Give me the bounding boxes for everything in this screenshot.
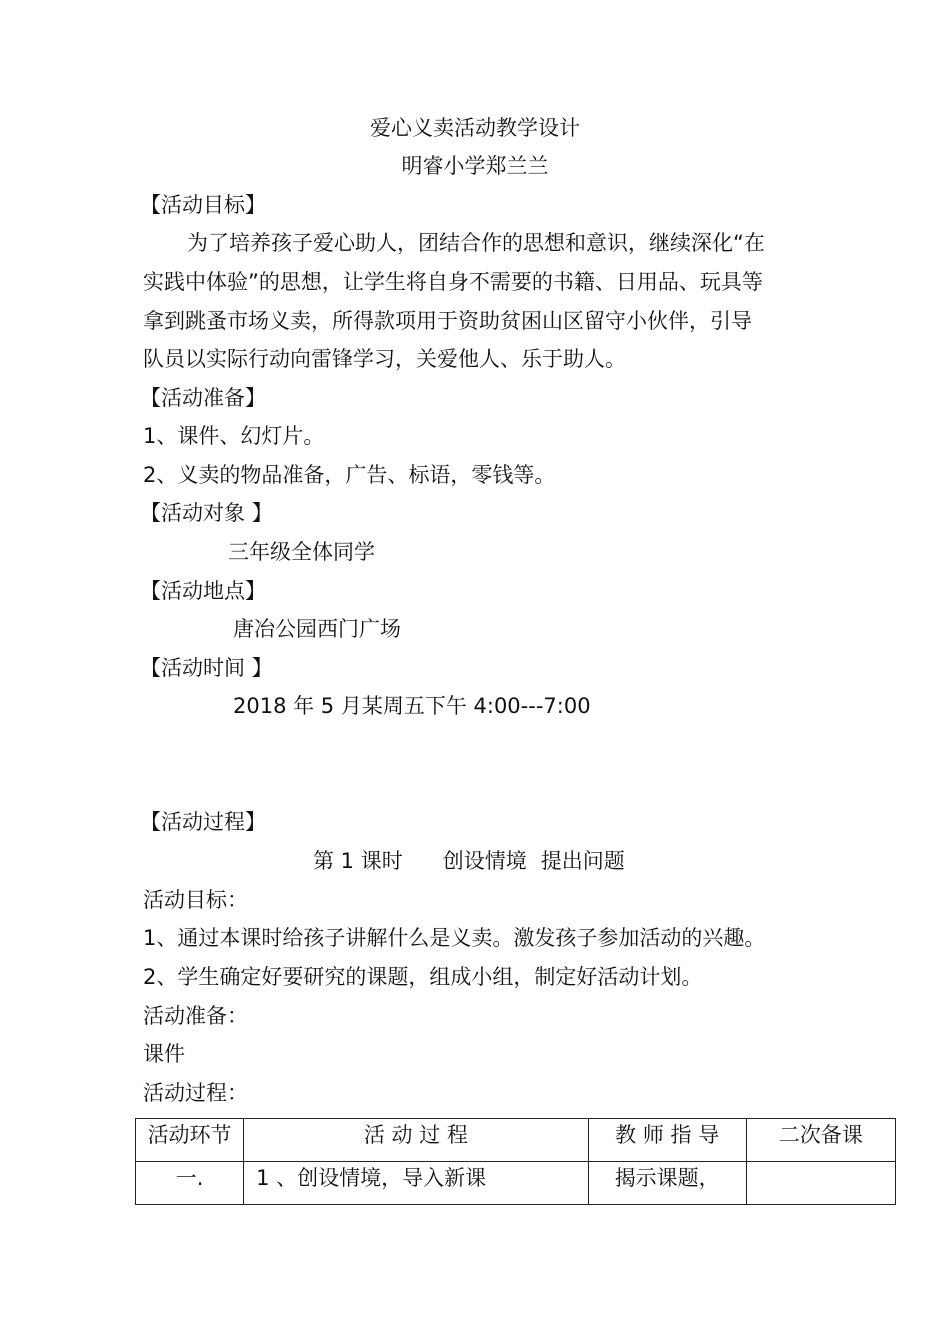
place-heading: 【活动地点】 xyxy=(140,579,266,603)
table-cell: 揭示课题， xyxy=(588,1162,746,1205)
document-title: 爱心义卖活动教学设计 xyxy=(370,116,580,140)
lesson-title xyxy=(313,842,625,880)
table-cell: 1 、创设情境，导入新课 xyxy=(244,1162,588,1205)
goal-heading: 【活动目标】 xyxy=(140,193,266,217)
prep-item: 2、义卖的物品准备，广告、标语，零钱等。 xyxy=(143,463,556,487)
table-header-cell: 活动环节 xyxy=(136,1119,244,1162)
goal-line: 为了培养孩子爱心助人，团结合作的思想和意识，继续深化“在 xyxy=(187,231,765,255)
goal-line: 实践中体验”的思想，让学生将自身不需要的书籍、日用品、玩具等 xyxy=(143,270,763,294)
process-table xyxy=(135,1118,896,1205)
prep-heading: 【活动准备】 xyxy=(140,386,266,410)
table-row xyxy=(136,1162,896,1205)
table-cell xyxy=(746,1162,895,1205)
table-header-cell: 二次备课 xyxy=(746,1119,895,1162)
process-heading: 【活动过程】 xyxy=(140,810,266,834)
lesson-topic: 创设情境 xyxy=(442,849,527,873)
time-value: 2018 年 5 月某周五下午 4:00---7:00 xyxy=(233,694,591,718)
table-header-cell: 活 动 过 程 xyxy=(244,1119,588,1162)
lesson-goal-label: 活动目标： xyxy=(143,888,248,912)
place-value: 唐冶公园西门广场 xyxy=(233,617,401,641)
target-heading: 【活动对象 】 xyxy=(140,501,273,525)
lesson-process-label: 活动过程： xyxy=(143,1081,248,1105)
goal-line: 队员以实际行动向雷锋学习，关爱他人、乐于助人。 xyxy=(143,347,626,371)
prep-item: 1、课件、幻灯片。 xyxy=(143,424,325,448)
lesson-prep-value: 课件 xyxy=(143,1042,185,1066)
lesson-prep-label: 活动准备： xyxy=(143,1004,248,1028)
lesson-goal-item: 1、通过本课时给孩子讲解什么是义卖。激发孩子参加活动的兴趣。 xyxy=(143,926,766,950)
lesson-label: 第 1 课时 xyxy=(313,849,403,873)
lesson-topic: 提出问题 xyxy=(540,849,625,873)
table-cell: 一. xyxy=(136,1162,244,1205)
table-header-row xyxy=(136,1119,896,1162)
table-header-cell: 教 师 指 导 xyxy=(588,1119,746,1162)
goal-line: 拿到跳蚤市场义卖，所得款项用于资助贫困山区留守小伙伴，引导 xyxy=(143,309,752,333)
target-value: 三年级全体同学 xyxy=(228,540,375,564)
time-heading: 【活动时间 】 xyxy=(140,656,273,680)
document-author: 明睿小学郑兰兰 xyxy=(401,154,549,178)
lesson-goal-item: 2、学生确定好要研究的课题，组成小组，制定好活动计划。 xyxy=(143,965,703,989)
